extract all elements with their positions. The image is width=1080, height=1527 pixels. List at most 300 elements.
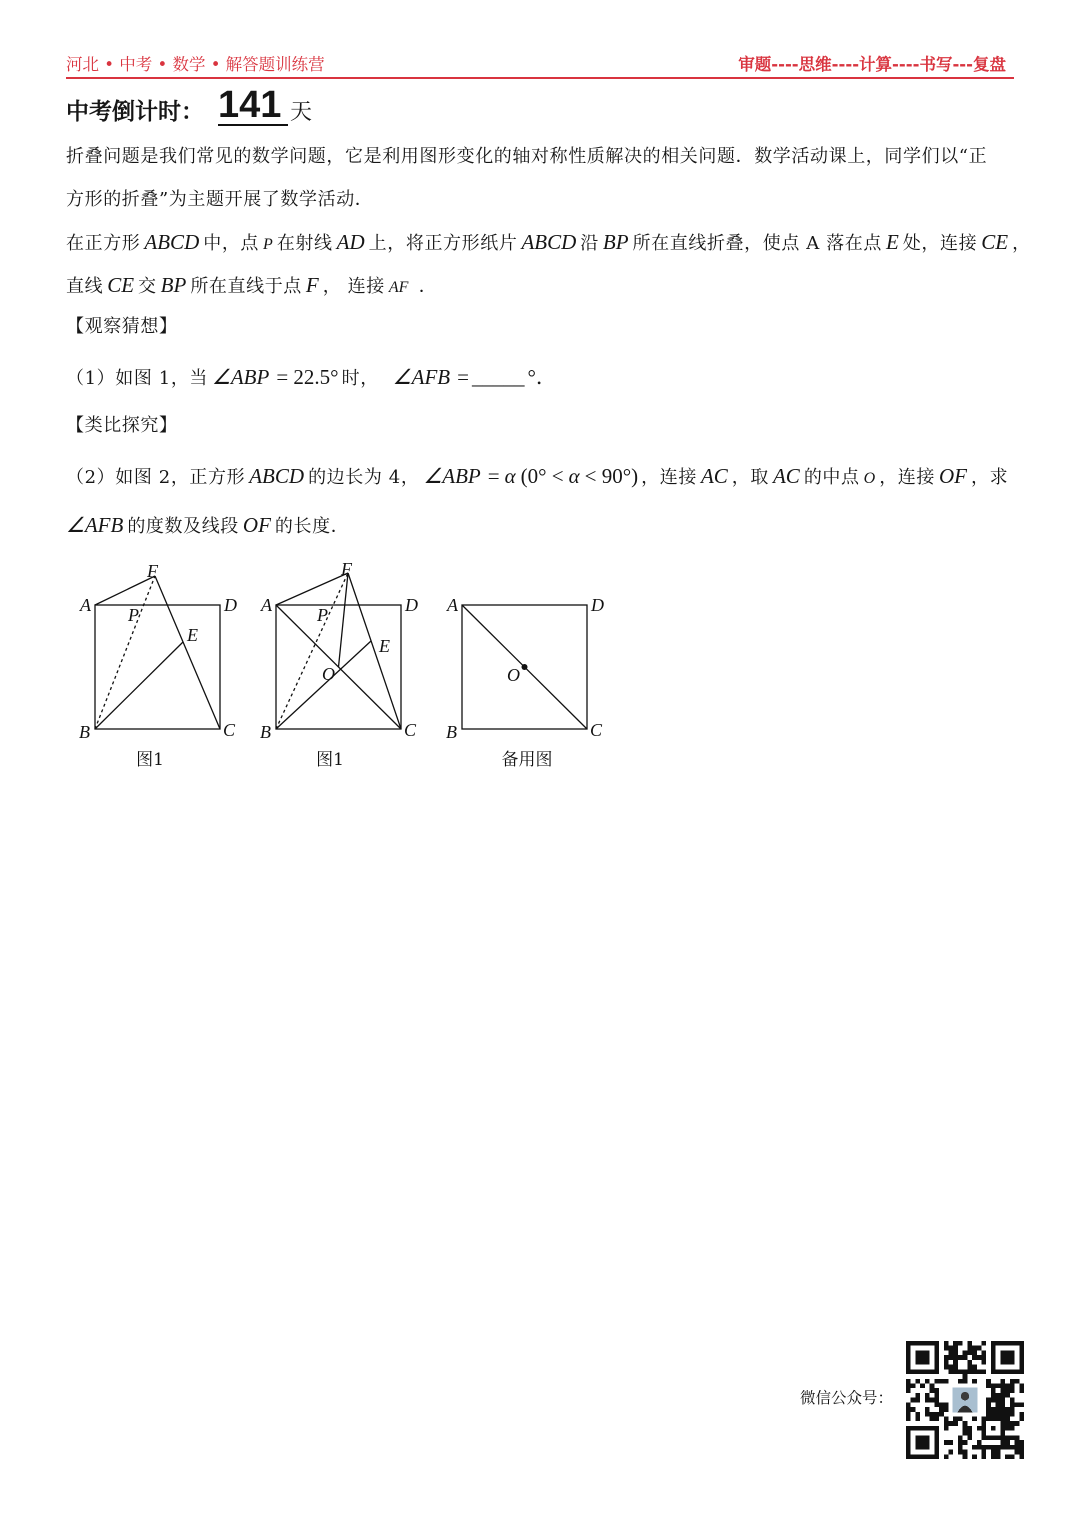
header-motto: 审题----思维----计算----书写---复盘	[738, 55, 1006, 74]
qr-module	[977, 1440, 982, 1445]
q2-text: ，取	[731, 467, 769, 488]
qr-module	[944, 1365, 949, 1370]
qr-module	[1015, 1445, 1020, 1450]
math-BP: BP	[160, 273, 187, 297]
qr-module	[1005, 1412, 1010, 1417]
qr-module	[1010, 1435, 1015, 1440]
qr-module	[906, 1407, 911, 1412]
qr-module	[1000, 1383, 1005, 1388]
fig2-segment-BF-dashed	[276, 573, 348, 729]
qr-module	[1000, 1402, 1005, 1407]
qr-module	[948, 1346, 953, 1351]
qr-module	[925, 1393, 930, 1398]
qr-module	[948, 1365, 953, 1370]
qr-module	[911, 1398, 916, 1403]
qr-avatar	[950, 1385, 979, 1414]
qr-module	[948, 1369, 953, 1374]
q2-text: ，求	[971, 467, 1009, 488]
qr-module	[972, 1379, 977, 1384]
qr-module	[1005, 1445, 1010, 1450]
setup-text: ， 连接	[322, 276, 385, 297]
qr-module	[1010, 1379, 1015, 1384]
qr-module	[953, 1350, 958, 1355]
qr-module	[958, 1355, 963, 1360]
qr-module	[1010, 1445, 1015, 1450]
q2-text: ，连接	[641, 467, 697, 488]
qr-module	[1019, 1388, 1024, 1393]
fig3-label-C: C	[590, 720, 603, 740]
qr-module	[939, 1402, 944, 1407]
qr-module	[1005, 1407, 1010, 1412]
qr-module	[986, 1398, 991, 1403]
setup-text: 在正方形	[66, 233, 141, 254]
qr-module	[1005, 1435, 1010, 1440]
geometry-figures	[60, 555, 620, 780]
math-AC: AC	[700, 464, 728, 488]
qr-module	[1000, 1388, 1005, 1393]
qr-module	[982, 1355, 987, 1360]
math-alpha: α	[568, 464, 580, 488]
qr-module	[1015, 1435, 1020, 1440]
setup-text: 所在直线折叠，使点 A 落在点	[632, 233, 882, 254]
qr-module	[944, 1355, 949, 1360]
qr-module	[1010, 1388, 1015, 1393]
math-F: F	[305, 273, 319, 297]
qr-module	[1019, 1440, 1024, 1445]
math-O: O	[863, 470, 876, 487]
qr-module	[1005, 1440, 1010, 1445]
qr-module	[911, 1383, 916, 1388]
math-OF: OF	[242, 513, 271, 537]
fig1-caption: 图1	[136, 750, 164, 770]
qr-module	[1005, 1421, 1010, 1426]
qr-module	[1015, 1379, 1020, 1384]
qr-module	[1000, 1350, 1014, 1364]
qr-module	[1010, 1402, 1015, 1407]
q2-text: （2）如图 2，正方形	[66, 467, 246, 488]
setup-line-2	[66, 271, 437, 299]
qr-module	[972, 1369, 977, 1374]
math-alpha: α	[504, 464, 516, 488]
qr-module	[934, 1388, 939, 1393]
qr-module	[948, 1355, 953, 1360]
qr-module	[1019, 1445, 1024, 1450]
qr-module	[953, 1346, 958, 1351]
qr-module	[911, 1407, 916, 1412]
qr-module	[1019, 1402, 1024, 1407]
setup-text: 直线	[66, 276, 104, 297]
qr-module	[915, 1393, 920, 1398]
qr-module	[915, 1398, 920, 1403]
qr-module	[977, 1445, 982, 1450]
qr-module	[996, 1412, 1001, 1417]
qr-module	[930, 1412, 935, 1417]
qr-module	[996, 1402, 1001, 1407]
math-E: E	[886, 230, 899, 254]
qr-module	[934, 1412, 939, 1417]
qr-module	[991, 1407, 996, 1412]
qr-module	[982, 1369, 987, 1374]
question-1	[66, 363, 560, 391]
qr-module	[1010, 1412, 1015, 1417]
qr-module	[967, 1431, 972, 1436]
qr-module	[958, 1435, 963, 1440]
qr-module	[967, 1346, 972, 1351]
qr-module	[948, 1350, 953, 1355]
qr-module	[982, 1450, 987, 1455]
math-OF: OF	[939, 464, 968, 488]
qr-module	[1010, 1407, 1015, 1412]
math-angle-ABP: ∠ABP	[212, 365, 270, 389]
qr-module	[996, 1393, 1001, 1398]
qr-module	[1010, 1383, 1015, 1388]
qr-module	[906, 1388, 911, 1393]
fig3-label-O: O	[507, 665, 520, 685]
qr-module	[986, 1445, 991, 1450]
qr-module	[991, 1450, 996, 1455]
qr-module	[991, 1388, 996, 1393]
qr-module	[930, 1417, 935, 1422]
qr-module	[963, 1454, 968, 1459]
question-2-line-2	[66, 511, 349, 539]
fig2-label-P: P	[317, 605, 328, 625]
qr-module	[948, 1421, 953, 1426]
wechat-label: 微信公众号：	[800, 1389, 894, 1407]
math-equals: =	[487, 464, 500, 488]
answer-blank: _____	[471, 365, 525, 389]
section-heading-analogy: 【类比探究】	[66, 415, 178, 436]
fig2-label-C: C	[404, 720, 417, 740]
qr-module	[986, 1407, 991, 1412]
qr-module	[930, 1383, 935, 1388]
qr-module	[1000, 1393, 1005, 1398]
qr-module	[944, 1341, 949, 1346]
qr-module	[1015, 1450, 1020, 1455]
qr-module	[996, 1398, 1001, 1403]
intro-line-2: 方形的折叠”为主题开展了数学活动．	[66, 189, 374, 210]
question-2-line-1	[66, 462, 1008, 490]
fig3-label-D: D	[591, 595, 604, 615]
qr-module	[906, 1417, 911, 1422]
qr-module	[986, 1383, 991, 1388]
fig3-label-B: B	[446, 722, 457, 742]
qr-avatar-head	[961, 1392, 969, 1400]
qr-module	[967, 1435, 972, 1440]
fig1-label-P: P	[128, 605, 139, 625]
qr-module	[939, 1412, 944, 1417]
qr-module	[1000, 1445, 1005, 1450]
qr-module	[972, 1445, 977, 1450]
qr-module	[1015, 1402, 1020, 1407]
qr-module	[953, 1421, 958, 1426]
qr-module	[977, 1369, 982, 1374]
qr-module	[930, 1398, 935, 1403]
math-angle-ABP: ∠ABP	[423, 464, 481, 488]
qr-module	[906, 1402, 911, 1407]
qr-module	[991, 1383, 996, 1388]
qr-module	[991, 1445, 996, 1450]
qr-module	[1005, 1383, 1010, 1388]
qr-module	[930, 1388, 935, 1393]
qr-module	[953, 1360, 958, 1365]
qr-module	[958, 1369, 963, 1374]
fig2-label-A: A	[261, 595, 272, 615]
qr-module	[982, 1350, 987, 1355]
math-angle-AFB: ∠AFB	[66, 513, 124, 537]
math-P: P	[263, 236, 273, 253]
qr-module	[1019, 1450, 1024, 1455]
figure-spare	[446, 595, 604, 770]
math-ABCD: ABCD	[144, 230, 200, 254]
qr-module	[1000, 1379, 1005, 1384]
fig3-caption: 备用图	[501, 750, 553, 770]
qr-module	[1019, 1412, 1024, 1417]
qr-module	[958, 1450, 963, 1455]
qr-module	[1010, 1398, 1015, 1403]
qr-module	[963, 1355, 968, 1360]
qr-module	[953, 1355, 958, 1360]
qr-module	[958, 1379, 963, 1384]
qr-module	[996, 1383, 1001, 1388]
qr-module	[1010, 1454, 1015, 1459]
qr-module	[1005, 1454, 1010, 1459]
qr-module	[972, 1365, 977, 1370]
qr-module	[944, 1440, 949, 1445]
setup-text: 所在直线于点	[190, 276, 302, 297]
fig1-label-D: D	[224, 595, 237, 615]
fig1-segment-BE	[95, 642, 183, 729]
qr-module	[996, 1454, 1001, 1459]
qr-module	[967, 1426, 972, 1431]
qr-module	[1005, 1417, 1010, 1422]
qr-module	[915, 1417, 920, 1422]
qr-module	[1015, 1421, 1020, 1426]
qr-module	[953, 1365, 958, 1370]
qr-module	[991, 1412, 996, 1417]
math-range-left: (0° <	[520, 464, 564, 488]
qr-module	[1019, 1383, 1024, 1388]
qr-module	[944, 1417, 949, 1422]
qr-module	[1010, 1421, 1015, 1426]
qr-module	[967, 1350, 972, 1355]
qr-module	[934, 1379, 939, 1384]
qr-module	[963, 1350, 968, 1355]
fig2-label-F: F	[341, 559, 352, 579]
setup-text: 沿	[580, 233, 599, 254]
qr-module	[967, 1360, 972, 1365]
qr-module	[986, 1412, 991, 1417]
fig1-segment-BF-dashed	[95, 576, 155, 729]
setup-line-1	[66, 228, 1031, 256]
fig2-label-O: O	[322, 664, 335, 684]
qr-module	[915, 1379, 920, 1384]
qr-module	[944, 1407, 949, 1412]
q1-text: （1）如图 1，当	[66, 368, 209, 389]
fig2-label-B: B	[260, 722, 271, 742]
qr-module	[953, 1341, 958, 1346]
figure-1	[79, 561, 237, 770]
qr-code	[906, 1341, 1024, 1459]
qr-module	[920, 1383, 925, 1388]
fig2-segment-FO	[339, 573, 349, 667]
qr-module	[963, 1379, 968, 1384]
degree-suffix: °．	[527, 365, 557, 389]
qr-module	[986, 1402, 991, 1407]
qr-module	[944, 1454, 949, 1459]
qr-module	[915, 1412, 920, 1417]
qr-module	[977, 1426, 982, 1431]
math-CE: CE	[107, 273, 135, 297]
math-equals: =	[457, 365, 469, 389]
qr-module	[977, 1355, 982, 1360]
fig1-label-C: C	[223, 720, 236, 740]
qr-module	[1015, 1440, 1020, 1445]
fig1-label-E: E	[187, 625, 198, 645]
header-divider	[66, 77, 1014, 79]
qr-module	[963, 1450, 968, 1455]
qr-module	[1000, 1407, 1005, 1412]
setup-text: 在射线	[276, 233, 333, 254]
fig1-label-A: A	[80, 595, 91, 615]
qr-module	[982, 1454, 987, 1459]
fig2-segment-AF	[276, 573, 348, 605]
fig3-point-O	[522, 664, 528, 670]
math-ABCD: ABCD	[521, 230, 577, 254]
qr-module	[982, 1360, 987, 1365]
q2-text: 的长度．	[274, 516, 350, 537]
qr-module	[939, 1407, 944, 1412]
qr-module	[944, 1346, 949, 1351]
q2-text: 的度数及线段	[127, 516, 239, 537]
header-series-title: 河北 • 中考 • 数学 • 解答题训练营	[66, 55, 325, 74]
math-AC: AC	[772, 464, 800, 488]
qr-module	[1010, 1426, 1015, 1431]
qr-module	[972, 1454, 977, 1459]
qr-module	[934, 1393, 939, 1398]
qr-module	[967, 1365, 972, 1370]
qr-module	[934, 1417, 939, 1422]
qr-module	[963, 1431, 968, 1436]
setup-text: 交	[138, 276, 157, 297]
qr-module	[972, 1355, 977, 1360]
setup-text: ，	[1012, 233, 1031, 254]
qr-module	[972, 1417, 977, 1422]
qr-module	[953, 1369, 958, 1374]
qr-module	[939, 1379, 944, 1384]
qr-module	[1000, 1398, 1005, 1403]
qr-module	[963, 1421, 968, 1426]
math-range-right: < 90°)	[584, 464, 639, 488]
math-BP: BP	[602, 230, 629, 254]
qr-module	[991, 1426, 996, 1431]
qr-module	[972, 1346, 977, 1351]
fig1-label-F: F	[147, 561, 158, 581]
qr-module	[1005, 1426, 1010, 1431]
setup-text: 处，连接	[902, 233, 978, 254]
qr-module	[967, 1369, 972, 1374]
qr-module	[986, 1379, 991, 1384]
qr-module	[996, 1450, 1001, 1455]
qr-module	[972, 1350, 977, 1355]
countdown-unit: 天	[290, 100, 313, 125]
qr-module	[953, 1417, 958, 1422]
qr-module	[944, 1360, 949, 1365]
q1-text: 时，	[341, 368, 379, 389]
qr-module	[958, 1417, 963, 1422]
qr-module	[925, 1412, 930, 1417]
q2-text: 的中点	[803, 467, 860, 488]
fig2-caption: 图1	[316, 750, 344, 770]
qr-module	[991, 1398, 996, 1403]
fig1-segment-FC	[155, 576, 220, 729]
qr-module	[1005, 1393, 1010, 1398]
qr-module	[925, 1398, 930, 1403]
intro-line-1: 折叠问题是我们常见的数学问题，它是利用图形变化的轴对称性质解决的相关问题．数学活动课上，同学们以“正	[66, 146, 988, 167]
math-angle-AFB: ∠AFB	[392, 365, 451, 389]
qr-module	[934, 1398, 939, 1403]
qr-module	[906, 1412, 911, 1417]
qr-module	[991, 1454, 996, 1459]
qr-module	[915, 1435, 929, 1449]
math-value: = 22.5°	[276, 365, 339, 389]
qr-module	[944, 1421, 949, 1426]
qr-module	[1019, 1417, 1024, 1422]
qr-module	[934, 1402, 939, 1407]
qr-module	[996, 1445, 1001, 1450]
qr-module	[1019, 1454, 1024, 1459]
section-heading-observe: 【观察猜想】	[66, 316, 178, 337]
qr-module	[977, 1346, 982, 1351]
qr-module	[982, 1445, 987, 1450]
qr-module	[963, 1374, 968, 1379]
setup-text: 上，将正方形纸片	[368, 233, 518, 254]
qr-module	[906, 1379, 911, 1384]
qr-module	[948, 1440, 953, 1445]
qr-module	[925, 1379, 930, 1384]
qr-module	[944, 1379, 949, 1384]
qr-module	[906, 1383, 911, 1388]
qr-module	[967, 1341, 972, 1346]
math-AD: AD	[336, 230, 365, 254]
qr-module	[944, 1402, 949, 1407]
countdown-days: 141	[218, 86, 288, 126]
qr-module	[915, 1350, 929, 1364]
qr-module	[1000, 1440, 1005, 1445]
fig1-label-B: B	[79, 722, 90, 742]
setup-text: 中，点	[203, 233, 260, 254]
qr-module	[991, 1393, 996, 1398]
qr-module	[963, 1440, 968, 1445]
math-AF: AF	[388, 279, 409, 296]
q2-text: 的边长为 4，	[308, 467, 420, 488]
fig2-segment-FC	[348, 573, 401, 729]
math-ABCD: ABCD	[249, 464, 305, 488]
fig2-label-E: E	[379, 636, 390, 656]
qr-module	[963, 1426, 968, 1431]
setup-text: ．	[412, 276, 438, 297]
fig3-label-A: A	[447, 595, 458, 615]
qr-module	[958, 1440, 963, 1445]
countdown-label: 中考倒计时：	[66, 99, 204, 125]
q2-text: ，连接	[879, 467, 936, 488]
qr-module	[996, 1407, 1001, 1412]
qr-module	[1000, 1412, 1005, 1417]
qr-module	[958, 1341, 963, 1346]
fig2-label-D: D	[405, 595, 418, 615]
qr-module	[963, 1369, 968, 1374]
qr-module	[925, 1407, 930, 1412]
qr-module	[1005, 1388, 1010, 1393]
